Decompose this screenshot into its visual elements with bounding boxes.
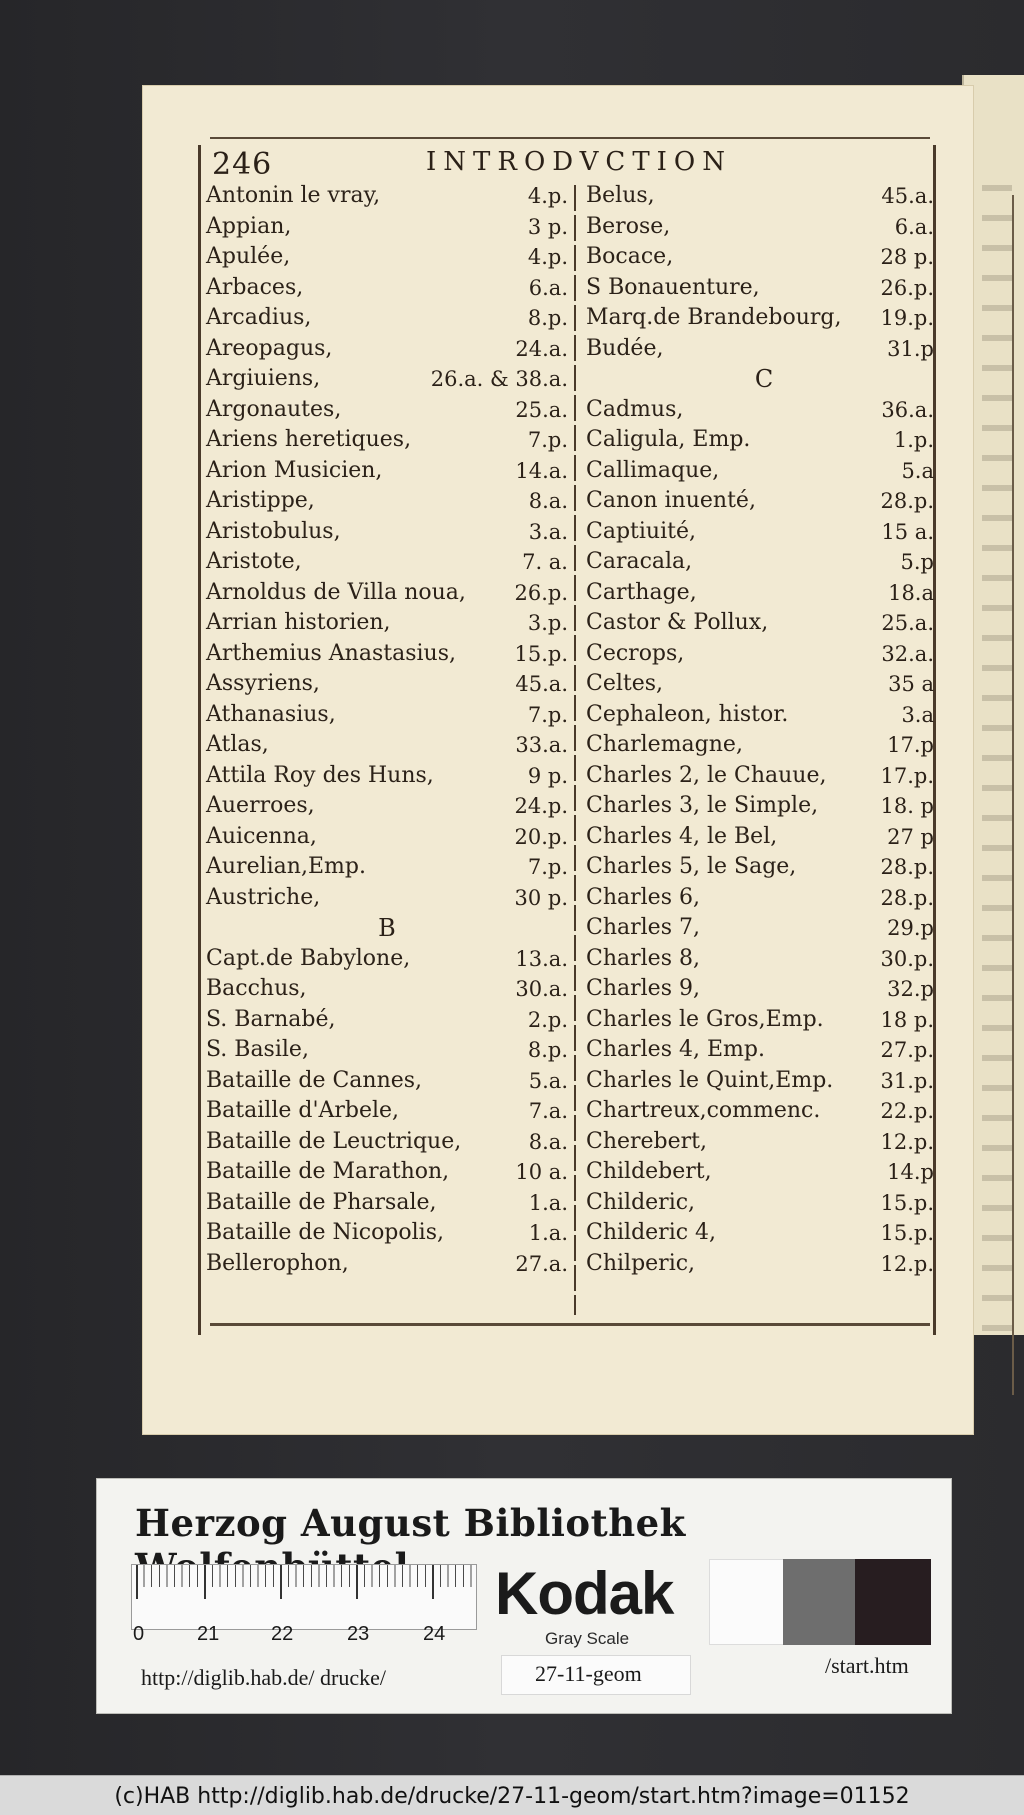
index-entry bbox=[202, 1066, 572, 1097]
entry-name: Arcadius, bbox=[206, 305, 312, 330]
swatch-mid-gray bbox=[783, 1559, 855, 1645]
entry-reference: 5.a. bbox=[528, 1068, 568, 1093]
ruler-number: 24 bbox=[423, 1623, 446, 1645]
gray-scale-label: Gray Scale bbox=[545, 1629, 630, 1648]
book-page bbox=[142, 85, 974, 1435]
swatch-dark bbox=[855, 1559, 931, 1645]
entry-name: Caligula, Emp. bbox=[586, 427, 751, 452]
index-entry bbox=[580, 395, 936, 426]
entry-reference: 30.a. bbox=[515, 977, 568, 1001]
index-entry bbox=[580, 944, 936, 975]
entry-reference: 33.a. bbox=[515, 733, 568, 757]
entry-name: Cephaleon, histor. bbox=[586, 701, 789, 727]
index-entry bbox=[202, 669, 572, 700]
index-entry bbox=[202, 852, 572, 883]
index-entry bbox=[580, 273, 936, 304]
entry-name: Childeric, bbox=[586, 1189, 696, 1215]
index-entry bbox=[580, 761, 936, 792]
top-rule bbox=[210, 137, 930, 139]
entry-reference: 32.a. bbox=[881, 641, 934, 666]
index-entry bbox=[202, 730, 572, 761]
index-entry bbox=[202, 425, 572, 456]
entry-name: Antonin le vray, bbox=[206, 183, 381, 208]
entry-name: Capt.de Babylone, bbox=[206, 945, 411, 971]
entry-reference: 32.p bbox=[887, 977, 934, 1001]
index-entry bbox=[580, 486, 936, 517]
entry-reference: 36.a. bbox=[881, 397, 934, 422]
entry-name: B bbox=[378, 914, 396, 942]
index-entry bbox=[202, 1127, 572, 1158]
ruler-major-tick bbox=[432, 1565, 434, 1599]
entry-name: Argiuiens, bbox=[206, 366, 321, 391]
entry-name: Bataille de Pharsale, bbox=[206, 1189, 437, 1215]
entry-reference: 7.p. bbox=[527, 428, 568, 452]
entry-name: Charles le Quint,Emp. bbox=[586, 1067, 834, 1093]
entry-name: Canon inuenté, bbox=[586, 488, 756, 513]
entry-name: Charles 5, le Sage, bbox=[586, 854, 797, 879]
entry-reference: 3.a. bbox=[528, 519, 568, 544]
footer-copyright: (c)HAB http://diglib.hab.de/drucke/27-11-geom/start.htm?image=01152 bbox=[114, 1784, 910, 1809]
entry-name: Arbaces, bbox=[206, 274, 304, 300]
index-entry bbox=[580, 1218, 936, 1249]
entry-name: Atlas, bbox=[206, 732, 269, 757]
index-entry bbox=[580, 669, 936, 700]
ruler-major-tick bbox=[356, 1565, 358, 1599]
adjacent-page-rule bbox=[1012, 195, 1014, 1395]
index-entry bbox=[202, 608, 572, 639]
index-column-right bbox=[580, 181, 936, 1321]
index-entry bbox=[580, 578, 936, 609]
entry-reference: 2.p. bbox=[527, 1007, 568, 1032]
index-entry bbox=[202, 578, 572, 609]
entry-name: Arnoldus de Villa noua, bbox=[206, 579, 466, 605]
entry-reference: 15 a. bbox=[881, 519, 934, 544]
bottom-rule bbox=[210, 1323, 930, 1326]
running-title: INTRODVCTION bbox=[426, 147, 732, 177]
index-entry bbox=[580, 608, 936, 639]
index-entry bbox=[580, 212, 936, 243]
entry-name: Auicenna, bbox=[206, 823, 317, 849]
entry-reference: 18. p bbox=[880, 794, 934, 818]
entry-name: Chilperic, bbox=[586, 1250, 696, 1276]
entry-name: C bbox=[754, 365, 774, 393]
entry-reference: 4.p. bbox=[527, 245, 568, 269]
entry-reference: 15.p. bbox=[880, 1190, 934, 1215]
entry-name: Cecrops, bbox=[586, 640, 685, 666]
index-entry bbox=[580, 181, 936, 212]
swatch-white bbox=[709, 1559, 793, 1645]
entry-name: Childebert, bbox=[586, 1159, 712, 1184]
entry-name: Cherebert, bbox=[586, 1128, 708, 1154]
index-entry bbox=[202, 212, 572, 243]
entry-reference: 30 p. bbox=[514, 885, 568, 910]
entry-reference: 10 a. bbox=[515, 1160, 568, 1184]
index-entry bbox=[202, 303, 572, 334]
entry-name: Charles 4, Emp. bbox=[586, 1037, 765, 1062]
entry-reference: 4.p. bbox=[527, 184, 568, 208]
entry-name: S. Barnabé, bbox=[206, 1006, 336, 1032]
index-entry bbox=[580, 334, 936, 365]
index-entry bbox=[580, 242, 936, 273]
index-entry bbox=[202, 1035, 572, 1066]
ruler-major-tick bbox=[204, 1565, 206, 1599]
index-entry bbox=[202, 639, 572, 670]
index-entry bbox=[580, 883, 936, 914]
entry-reference: 15.p. bbox=[880, 1221, 934, 1245]
measurement-ruler bbox=[131, 1564, 477, 1630]
entry-reference: 3.p. bbox=[527, 611, 568, 635]
index-entry bbox=[202, 334, 572, 365]
entry-name: Bataille de Cannes, bbox=[206, 1067, 423, 1093]
entry-reference: 8.a. bbox=[528, 489, 568, 513]
entry-reference: 14.p bbox=[887, 1160, 934, 1184]
index-entry bbox=[580, 700, 936, 731]
index-entry bbox=[202, 517, 572, 548]
entry-name: Captiuité, bbox=[586, 518, 696, 544]
entry-name: Arthemius Anastasius, bbox=[206, 640, 456, 666]
entry-reference: 26.p. bbox=[880, 275, 934, 300]
entry-name: Celtes, bbox=[586, 671, 664, 696]
entry-name: Assyriens, bbox=[206, 671, 320, 696]
entry-reference: 1.a. bbox=[528, 1190, 568, 1215]
index-entry bbox=[580, 730, 936, 761]
index-entry bbox=[580, 1127, 936, 1158]
entry-reference: 8.p. bbox=[527, 306, 568, 330]
index-entry bbox=[580, 303, 936, 334]
index-entry bbox=[580, 791, 936, 822]
entry-name: Bacchus, bbox=[206, 976, 307, 1001]
ruler-number: 0 bbox=[133, 1623, 145, 1645]
entry-name: Arion Musicien, bbox=[206, 457, 383, 483]
ruler-number: 21 bbox=[197, 1623, 220, 1645]
entry-reference: 18.a bbox=[888, 580, 934, 605]
entry-name: Bellerophon, bbox=[206, 1250, 349, 1276]
entry-reference: 3.a bbox=[901, 702, 934, 727]
page-number: 246 bbox=[212, 147, 273, 182]
entry-reference: 27 p bbox=[887, 824, 934, 849]
entry-reference: 7.p. bbox=[527, 702, 568, 727]
index-entry bbox=[202, 1188, 572, 1219]
entry-reference: 45.a. bbox=[515, 672, 568, 696]
index-entry bbox=[202, 974, 572, 1005]
index-entry bbox=[580, 1157, 936, 1188]
entry-reference: 27.a. bbox=[515, 1251, 568, 1276]
entry-name: Charles 4, le Bel, bbox=[586, 823, 778, 849]
entry-name: Ariens heretiques, bbox=[206, 427, 412, 452]
entry-reference: 31.p. bbox=[880, 1068, 934, 1093]
index-letter-heading bbox=[202, 913, 572, 944]
footer-bar bbox=[0, 1775, 1024, 1815]
entry-name: Caracala, bbox=[586, 549, 693, 574]
library-name: Herzog August Bibliothek bbox=[135, 1501, 686, 1545]
entry-name: Apulée, bbox=[206, 244, 291, 269]
entry-reference: 30.p. bbox=[880, 946, 934, 971]
index-entry bbox=[202, 181, 572, 212]
index-entry bbox=[580, 852, 936, 883]
geom-label: 27-11-geom bbox=[535, 1661, 642, 1686]
entry-reference: 35 a bbox=[888, 672, 934, 696]
entry-name: Areopagus, bbox=[206, 335, 333, 361]
entry-name: Attila Roy des Huns, bbox=[206, 762, 434, 788]
index-entry bbox=[202, 1096, 572, 1127]
ruler-major-tick bbox=[280, 1565, 282, 1599]
index-entry bbox=[202, 700, 572, 731]
index-entry bbox=[580, 456, 936, 487]
entry-reference: 14.a. bbox=[515, 458, 568, 483]
entry-reference: 8.p. bbox=[527, 1038, 568, 1062]
entry-reference: 31.p bbox=[887, 336, 934, 361]
entry-name: Charles 7, bbox=[586, 915, 700, 940]
entry-reference: 8.a. bbox=[528, 1129, 568, 1154]
column-divider bbox=[574, 185, 576, 1315]
index-entry bbox=[202, 486, 572, 517]
entry-reference: 24.a. bbox=[515, 336, 568, 361]
entry-reference: 28 p. bbox=[880, 245, 934, 269]
ruler-ticks bbox=[136, 1565, 472, 1587]
entry-name: Cadmus, bbox=[586, 396, 684, 422]
entry-reference: 7. a. bbox=[522, 550, 568, 574]
entry-name: Marq.de Brandebourg, bbox=[586, 305, 842, 330]
entry-name: Budée, bbox=[586, 335, 664, 361]
index-entry bbox=[580, 547, 936, 578]
entry-reference: 12.p. bbox=[880, 1129, 934, 1154]
index-entry bbox=[202, 456, 572, 487]
entry-reference: 1.a. bbox=[528, 1221, 568, 1245]
entry-reference: 7.a. bbox=[528, 1099, 568, 1123]
url-right: /start.htm bbox=[825, 1653, 909, 1678]
entry-reference: 28.p. bbox=[880, 885, 934, 910]
entry-name: S. Basile, bbox=[206, 1037, 309, 1062]
entry-name: Auerroes, bbox=[206, 793, 315, 818]
entry-name: Charles le Gros,Emp. bbox=[586, 1006, 824, 1032]
entry-name: Charles 2, le Chauue, bbox=[586, 762, 827, 788]
entry-reference: 18 p. bbox=[880, 1007, 934, 1032]
adjacent-page-text-ghost bbox=[982, 185, 1012, 1335]
index-letter-heading bbox=[580, 364, 936, 395]
entry-reference: 6.a. bbox=[528, 275, 568, 300]
entry-name: Aristote, bbox=[206, 549, 302, 574]
entry-name: Berose, bbox=[586, 213, 671, 239]
index-entry bbox=[580, 1066, 936, 1097]
entry-reference: 13.a. bbox=[515, 946, 568, 971]
index-entry bbox=[202, 395, 572, 426]
entry-reference: 15.p. bbox=[514, 641, 568, 666]
index-entry bbox=[202, 791, 572, 822]
entry-name: Chartreux,commenc. bbox=[586, 1098, 821, 1123]
entry-reference: 27.p. bbox=[880, 1038, 934, 1062]
index-entry bbox=[202, 273, 572, 304]
page-header bbox=[204, 141, 924, 181]
index-entry bbox=[202, 944, 572, 975]
entry-reference: 25.a. bbox=[881, 611, 934, 635]
entry-name: Aurelian,Emp. bbox=[206, 854, 366, 879]
entry-name: Arrian historien, bbox=[206, 610, 391, 635]
entry-name: Austriche, bbox=[206, 884, 321, 910]
entry-name: Bocace, bbox=[586, 244, 674, 269]
entry-reference: 25.a. bbox=[515, 397, 568, 422]
entry-reference: 26.p. bbox=[514, 580, 568, 605]
index-entry bbox=[580, 1005, 936, 1036]
entry-reference: 3 p. bbox=[527, 214, 568, 239]
index-entry bbox=[202, 883, 572, 914]
entry-name: Callimaque, bbox=[586, 457, 720, 483]
library-color-card bbox=[96, 1478, 952, 1714]
entry-name: Aristippe, bbox=[206, 488, 315, 513]
index-entry bbox=[580, 974, 936, 1005]
entry-name: Bataille de Leuctrique, bbox=[206, 1128, 462, 1154]
ruler-major-tick bbox=[136, 1565, 138, 1599]
index-entry bbox=[580, 517, 936, 548]
entry-name: Bataille de Marathon, bbox=[206, 1159, 450, 1184]
index-entry bbox=[580, 822, 936, 853]
index-entry bbox=[202, 1249, 572, 1280]
entry-reference: 17.p. bbox=[880, 763, 934, 788]
entry-reference: 20.p. bbox=[514, 824, 568, 849]
entry-reference: 17.p bbox=[887, 733, 934, 757]
index-entry bbox=[202, 242, 572, 273]
entry-name: Charlemagne, bbox=[586, 732, 743, 757]
kodak-logo: Kodak bbox=[495, 1560, 674, 1627]
entry-name: Athanasius, bbox=[206, 701, 336, 727]
index-entry bbox=[580, 425, 936, 456]
entry-reference: 26.a. & 38.a. bbox=[430, 367, 568, 391]
index-entry bbox=[580, 1035, 936, 1066]
index-entry bbox=[202, 364, 572, 395]
entry-reference: 29.p bbox=[887, 916, 934, 940]
entry-reference: 19.p. bbox=[880, 306, 934, 330]
entry-reference: 9 p. bbox=[527, 763, 568, 788]
entry-name: Charles 8, bbox=[586, 945, 700, 971]
index-entry bbox=[580, 1188, 936, 1219]
entry-reference: 22.p. bbox=[880, 1099, 934, 1123]
entry-reference: 45.a. bbox=[881, 184, 934, 208]
entry-name: Argonautes, bbox=[206, 396, 342, 422]
entry-name: Carthage, bbox=[586, 579, 697, 605]
entry-name: Charles 6, bbox=[586, 884, 700, 910]
entry-reference: 28.p. bbox=[880, 855, 934, 879]
entry-name: Charles 9, bbox=[586, 976, 700, 1001]
index-entry bbox=[202, 1157, 572, 1188]
entry-name: Childeric 4, bbox=[586, 1220, 717, 1245]
entry-reference: 24.p. bbox=[514, 794, 568, 818]
index-entry bbox=[202, 547, 572, 578]
index-entry bbox=[202, 822, 572, 853]
entry-name: Bataille de Nicopolis, bbox=[206, 1220, 444, 1245]
index-column-left bbox=[202, 181, 572, 1321]
entry-reference: 6.a. bbox=[894, 214, 934, 239]
entry-reference: 5.a bbox=[901, 458, 934, 483]
index-entry bbox=[580, 639, 936, 670]
ruler-number: 22 bbox=[271, 1623, 294, 1645]
entry-reference: 28.p. bbox=[880, 489, 934, 513]
index-entry bbox=[202, 1218, 572, 1249]
entry-name: Charles 3, le Simple, bbox=[586, 793, 819, 818]
index-entry bbox=[202, 1005, 572, 1036]
entry-name: Aristobulus, bbox=[206, 518, 341, 544]
entry-name: Belus, bbox=[586, 183, 655, 208]
entry-name: Bataille d'Arbele, bbox=[206, 1098, 400, 1123]
entry-reference: 12.p. bbox=[880, 1251, 934, 1276]
index-entry bbox=[580, 1096, 936, 1127]
entry-name: S Bonauenture, bbox=[586, 274, 760, 300]
index-entry bbox=[202, 761, 572, 792]
url-left: http://diglib.hab.de/ drucke/ bbox=[141, 1665, 387, 1690]
entry-name: Castor & Pollux, bbox=[586, 610, 769, 635]
entry-reference: 1.p. bbox=[893, 428, 934, 452]
index-entry bbox=[580, 1249, 936, 1280]
entry-reference: 7.p. bbox=[527, 855, 568, 879]
ruler-number: 23 bbox=[347, 1623, 370, 1645]
index-entry bbox=[580, 913, 936, 944]
entry-name: Appian, bbox=[206, 213, 292, 239]
entry-reference: 5.p bbox=[900, 550, 934, 574]
